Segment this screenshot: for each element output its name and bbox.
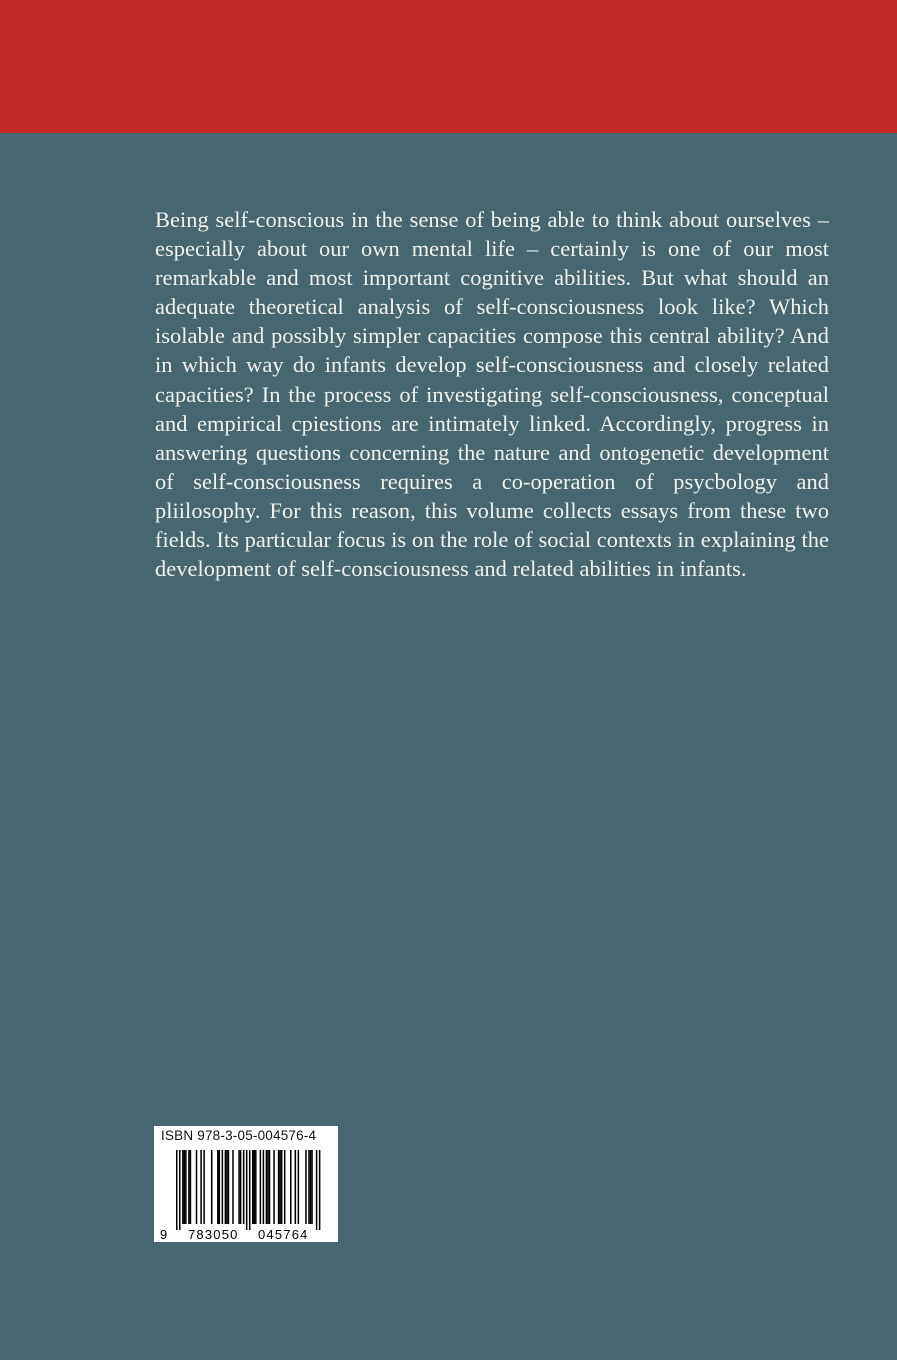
isbn-barcode xyxy=(154,1126,338,1242)
barcode-bar xyxy=(196,1150,198,1224)
barcode-bar xyxy=(188,1150,190,1224)
barcode-bar xyxy=(284,1150,286,1224)
barcode-bar xyxy=(260,1150,262,1224)
barcode-bar xyxy=(263,1150,265,1224)
barcode-bar xyxy=(179,1150,181,1230)
barcode-bar xyxy=(240,1150,242,1224)
barcode-bar xyxy=(266,1150,268,1224)
barcode-bar xyxy=(225,1150,227,1224)
barcode-right-digits: 045764 xyxy=(258,1227,309,1242)
barcode-bar xyxy=(278,1150,280,1224)
barcode-bar xyxy=(310,1150,312,1224)
barcode-bar xyxy=(246,1150,248,1230)
barcode-bar xyxy=(269,1150,271,1224)
barcode-bar xyxy=(273,1150,275,1224)
barcode-bar xyxy=(211,1150,213,1224)
top-color-band xyxy=(0,0,897,133)
barcode-bar xyxy=(184,1150,186,1224)
barcode-bar xyxy=(281,1150,283,1224)
barcode-bar xyxy=(243,1150,245,1224)
barcode-bar xyxy=(182,1150,184,1224)
barcode-bar xyxy=(254,1150,256,1224)
barcode-bar xyxy=(252,1150,254,1224)
barcode-left-digits: 783050 xyxy=(188,1227,239,1242)
barcode-bar xyxy=(176,1150,178,1230)
barcode-bar xyxy=(185,1150,187,1224)
barcode-bar xyxy=(308,1150,310,1224)
barcode-bar xyxy=(232,1150,234,1224)
barcode-bar xyxy=(249,1150,251,1230)
barcode-bar xyxy=(295,1150,297,1224)
barcode-bar xyxy=(319,1150,321,1230)
barcode-bar xyxy=(290,1150,292,1224)
barcode-bar xyxy=(311,1150,313,1224)
barcode-bar xyxy=(190,1150,192,1224)
barcode-bar xyxy=(305,1150,307,1224)
barcode-bar xyxy=(217,1150,219,1224)
barcode-bar xyxy=(222,1150,224,1224)
barcode-bars xyxy=(154,1148,338,1242)
barcode-bar xyxy=(200,1150,202,1224)
barcode-bar xyxy=(298,1150,300,1224)
barcode-bar xyxy=(203,1150,205,1224)
barcode-bar xyxy=(219,1150,221,1224)
barcode-first-digit: 9 xyxy=(160,1227,168,1242)
barcode-bar xyxy=(238,1150,240,1224)
isbn-label: ISBN 978-3-05-004576-4 xyxy=(161,1128,317,1143)
barcode-bar xyxy=(228,1150,230,1224)
barcode-bar xyxy=(267,1150,269,1224)
barcode-bar xyxy=(316,1150,318,1230)
barcode-bar xyxy=(255,1150,257,1224)
barcode-bar xyxy=(279,1150,281,1224)
back-cover-blurb: Being self-conscious in the sense of being able to think about ourselves – especially about our own mental life – certainly is one of our most remarkable and most important cognitive abilities. But what should an adequate theoretical analysis of self-consciousness look like? Which isolable and possibly simpler capacities compose this central ability? And in which way do infants develop self-consciousness and closely related capacities? In the process of investigating self-consciousness, conceptual and empirical cpiestions are intimately linked. Accordingly, progress in answering questions concerning the nature and ontogenetic development of self-consciousness requires a co-operation of psycbology and pliilosophy. For this reason, this volume collects essays from these two fields. Its particular focus is on the role of social contexts in explaining the development of self-consciousness and related abilities in infants. xyxy=(155,207,829,582)
barcode-bar xyxy=(226,1150,228,1224)
